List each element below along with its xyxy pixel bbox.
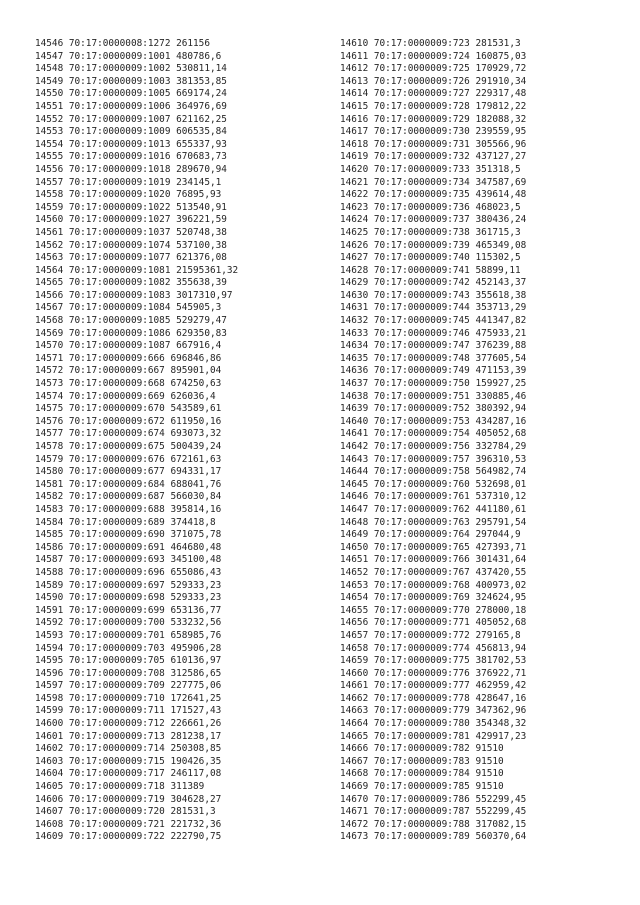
table-row: 14664 70:17:0000009:780 354348,32 (340, 718, 527, 730)
table-row: 14558 70:17:0000009:1020 76895,93 (35, 189, 222, 201)
table-row: 14651 70:17:0000009:766 301431,64 (340, 554, 527, 566)
table-row: 14583 70:17:0000009:688 395814,16 (35, 503, 222, 515)
table-row: 14670 70:17:0000009:786 552299,45 (340, 793, 527, 805)
table-row: 14579 70:17:0000009:676 672161,63 (35, 453, 222, 465)
table-row: 14641 70:17:0000009:754 405052,68 (340, 428, 527, 440)
table-row: 14649 70:17:0000009:764 297044,9 (340, 529, 521, 541)
table-row: 14620 70:17:0000009:733 351318,5 (340, 163, 521, 175)
table-row: 14645 70:17:0000009:760 532698,01 (340, 478, 527, 490)
table-row: 14635 70:17:0000009:748 377605,54 (340, 352, 527, 364)
table-row: 14563 70:17:0000009:1077 621376,08 (35, 252, 227, 264)
table-row: 14668 70:17:0000009:784 91510 (340, 768, 504, 780)
table-row: 14618 70:17:0000009:731 305566,96 (340, 138, 527, 150)
table-row: 14619 70:17:0000009:732 437127,27 (340, 151, 527, 163)
table-row: 14631 70:17:0000009:744 353713,29 (340, 302, 527, 314)
table-row: 14666 70:17:0000009:782 91510 (340, 743, 504, 755)
table-row: 14636 70:17:0000009:749 471153,39 (340, 365, 527, 377)
table-row: 14595 70:17:0000009:705 610136,97 (35, 655, 222, 667)
left-column (35, 38, 325, 844)
table-row: 14617 70:17:0000009:730 239559,95 (340, 126, 527, 138)
table-row: 14582 70:17:0000009:687 566030,84 (35, 491, 222, 503)
table-row: 14661 70:17:0000009:777 462959,42 (340, 680, 527, 692)
table-row: 14577 70:17:0000009:674 693073,32 (35, 428, 222, 440)
table-row: 14671 70:17:0000009:787 552299,45 (340, 806, 527, 818)
table-row: 14598 70:17:0000009:710 172641,25 (35, 692, 222, 704)
table-row: 14570 70:17:0000009:1087 667916,4 (35, 340, 222, 352)
table-row: 14634 70:17:0000009:747 376239,88 (340, 340, 527, 352)
table-row: 14605 70:17:0000009:718 311389 (35, 781, 205, 793)
table-row: 14596 70:17:0000009:708 312586,65 (35, 667, 222, 679)
table-row: 14593 70:17:0000009:701 658985,76 (35, 629, 222, 641)
table-row: 14573 70:17:0000009:668 674250,63 (35, 378, 222, 390)
table-row: 14550 70:17:0000009:1005 669174,24 (35, 88, 227, 100)
table-row: 14626 70:17:0000009:739 465349,08 (340, 239, 527, 251)
table-row: 14610 70:17:0000009:723 281531,3 (340, 38, 521, 49)
table-row: 14585 70:17:0000009:690 371075,78 (35, 529, 222, 541)
table-row: 14588 70:17:0000009:696 655086,43 (35, 566, 222, 578)
table-row: 14663 70:17:0000009:779 347362,96 (340, 705, 527, 717)
table-row: 14567 70:17:0000009:1084 545905,3 (35, 302, 222, 314)
table-row: 14569 70:17:0000009:1086 629350,83 (35, 327, 227, 339)
table-row: 14554 70:17:0000009:1013 655337,93 (35, 138, 227, 150)
table-row: 14566 70:17:0000009:1083 3017310,97 (35, 289, 233, 301)
table-row: 14665 70:17:0000009:781 429917,23 (340, 730, 527, 742)
table-row: 14654 70:17:0000009:769 324624,95 (340, 592, 527, 604)
table-row: 14643 70:17:0000009:757 396310,53 (340, 453, 527, 465)
table-row: 14660 70:17:0000009:776 376922,71 (340, 667, 527, 679)
table-row: 14614 70:17:0000009:727 229317,48 (340, 88, 527, 100)
table-row: 14673 70:17:0000009:789 560370,64 (340, 831, 527, 843)
table-row: 14672 70:17:0000009:788 317082,15 (340, 818, 527, 830)
table-row: 14642 70:17:0000009:756 332784,29 (340, 441, 527, 452)
table-row: 14639 70:17:0000009:752 380392,94 (340, 403, 527, 415)
table-row: 14561 70:17:0000009:1037 520748,38 (35, 226, 227, 238)
table-row: 14546 70:17:0000008:1272 261156 (35, 38, 210, 49)
table-row: 14632 70:17:0000009:745 441347,82 (340, 315, 527, 327)
table-row: 14613 70:17:0000009:726 291910,34 (340, 75, 527, 87)
table-row: 14597 70:17:0000009:709 227775,06 (35, 680, 222, 692)
table-row: 14669 70:17:0000009:785 91510 (340, 781, 504, 793)
table-row: 14621 70:17:0000009:734 347587,69 (340, 176, 527, 188)
table-row: 14630 70:17:0000009:743 355618,38 (340, 289, 527, 301)
table-row: 14549 70:17:0000009:1003 381353,85 (35, 75, 227, 87)
table-row: 14581 70:17:0000009:684 688041,76 (35, 478, 222, 490)
table-row: 14560 70:17:0000009:1027 396221,59 (35, 214, 227, 226)
table-row: 14552 70:17:0000009:1007 621162,25 (35, 113, 227, 125)
table-row: 14650 70:17:0000009:765 427393,71 (340, 541, 527, 553)
table-row: 14628 70:17:0000009:741 58899,11 (340, 264, 521, 276)
table-row: 14637 70:17:0000009:750 159927,25 (340, 378, 527, 390)
table-row: 14607 70:17:0000009:720 281531,3 (35, 806, 216, 818)
table-row: 14604 70:17:0000009:717 246117,08 (35, 768, 222, 780)
table-row: 14629 70:17:0000009:742 452143,37 (340, 277, 527, 289)
table-row: 14647 70:17:0000009:762 441180,61 (340, 503, 527, 515)
table-row: 14553 70:17:0000009:1009 606535,84 (35, 126, 227, 138)
table-row: 14658 70:17:0000009:774 456813,94 (340, 642, 527, 654)
table-row: 14580 70:17:0000009:677 694331,17 (35, 466, 222, 478)
table-row: 14568 70:17:0000009:1085 529279,47 (35, 315, 227, 327)
table-row: 14657 70:17:0000009:772 279165,8 (340, 629, 521, 641)
table-row: 14656 70:17:0000009:771 405052,68 (340, 617, 527, 629)
table-row: 14600 70:17:0000009:712 226661,26 (35, 718, 222, 730)
table-row: 14648 70:17:0000009:763 295791,54 (340, 516, 527, 528)
table-row: 14615 70:17:0000009:728 179812,22 (340, 100, 527, 112)
table-row: 14574 70:17:0000009:669 626036,4 (35, 390, 216, 402)
table-row: 14599 70:17:0000009:711 171527,43 (35, 705, 222, 717)
table-row: 14625 70:17:0000009:738 361715,3 (340, 226, 521, 238)
table-row: 14640 70:17:0000009:753 434287,16 (340, 415, 527, 427)
table-row: 14589 70:17:0000009:697 529333,23 (35, 579, 222, 591)
table-row: 14548 70:17:0000009:1002 530811,14 (35, 63, 227, 75)
table-row: 14592 70:17:0000009:700 533232,56 (35, 617, 222, 629)
table-row: 14624 70:17:0000009:737 380436,24 (340, 214, 527, 226)
table-row: 14608 70:17:0000009:721 221732,36 (35, 818, 222, 830)
table-row: 14562 70:17:0000009:1074 537100,38 (35, 239, 227, 251)
right-column (340, 38, 630, 844)
table-row: 14601 70:17:0000009:713 281238,17 (35, 730, 222, 742)
table-row: 14667 70:17:0000009:783 91510 (340, 755, 504, 767)
table-row: 14644 70:17:0000009:758 564982,74 (340, 466, 527, 478)
table-row: 14623 70:17:0000009:736 468023,5 (340, 201, 521, 213)
table-row: 14622 70:17:0000009:735 439614,48 (340, 189, 527, 201)
table-row: 14602 70:17:0000009:714 250308,85 (35, 743, 222, 755)
table-row: 14555 70:17:0000009:1016 670683,73 (35, 151, 227, 163)
table-row: 14586 70:17:0000009:691 464680,48 (35, 541, 222, 553)
table-row: 14564 70:17:0000009:1081 21595361,32 (35, 264, 239, 276)
table-row: 14557 70:17:0000009:1019 234145,1 (35, 176, 222, 188)
table-row: 14609 70:17:0000009:722 222790,75 (35, 831, 222, 843)
table-row: 14638 70:17:0000009:751 330885,46 (340, 390, 527, 402)
table-row: 14556 70:17:0000009:1018 289670,94 (35, 163, 227, 175)
table-row: 14578 70:17:0000009:675 500439,24 (35, 441, 222, 452)
table-row: 14559 70:17:0000009:1022 513540,91 (35, 201, 227, 213)
table-row: 14576 70:17:0000009:672 611950,16 (35, 415, 222, 427)
table-row: 14611 70:17:0000009:724 160875,03 (340, 50, 527, 62)
table-row: 14646 70:17:0000009:761 537310,12 (340, 491, 527, 503)
table-row: 14572 70:17:0000009:667 895901,04 (35, 365, 222, 377)
table-row: 14662 70:17:0000009:778 428647,16 (340, 692, 527, 704)
table-row: 14616 70:17:0000009:729 182088,32 (340, 113, 527, 125)
table-row: 14587 70:17:0000009:693 345100,48 (35, 554, 222, 566)
table-row: 14590 70:17:0000009:698 529333,23 (35, 592, 222, 604)
table-row: 14633 70:17:0000009:746 475933,21 (340, 327, 527, 339)
table-row: 14603 70:17:0000009:715 190426,35 (35, 755, 222, 767)
table-row: 14551 70:17:0000009:1006 364976,69 (35, 100, 227, 112)
table-row: 14627 70:17:0000009:740 115302,5 (340, 252, 521, 264)
table-row: 14594 70:17:0000009:703 495906,28 (35, 642, 222, 654)
table-row: 14606 70:17:0000009:719 304628,27 (35, 793, 222, 805)
table-row: 14659 70:17:0000009:775 381702,53 (340, 655, 527, 667)
table-row: 14652 70:17:0000009:767 437420,55 (340, 566, 527, 578)
table-row: 14655 70:17:0000009:770 278000,18 (340, 604, 527, 616)
table-row: 14584 70:17:0000009:689 374418,8 (35, 516, 216, 528)
table-row: 14571 70:17:0000009:666 696846,86 (35, 352, 222, 364)
table-row: 14591 70:17:0000009:699 653136,77 (35, 604, 222, 616)
table-row: 14653 70:17:0000009:768 400973,02 (340, 579, 527, 591)
table-row: 14575 70:17:0000009:670 543589,61 (35, 403, 222, 415)
table-row: 14547 70:17:0000009:1001 480786,6 (35, 50, 222, 62)
table-row: 14612 70:17:0000009:725 170929,72 (340, 63, 527, 75)
table-row: 14565 70:17:0000009:1082 355638,39 (35, 277, 227, 289)
